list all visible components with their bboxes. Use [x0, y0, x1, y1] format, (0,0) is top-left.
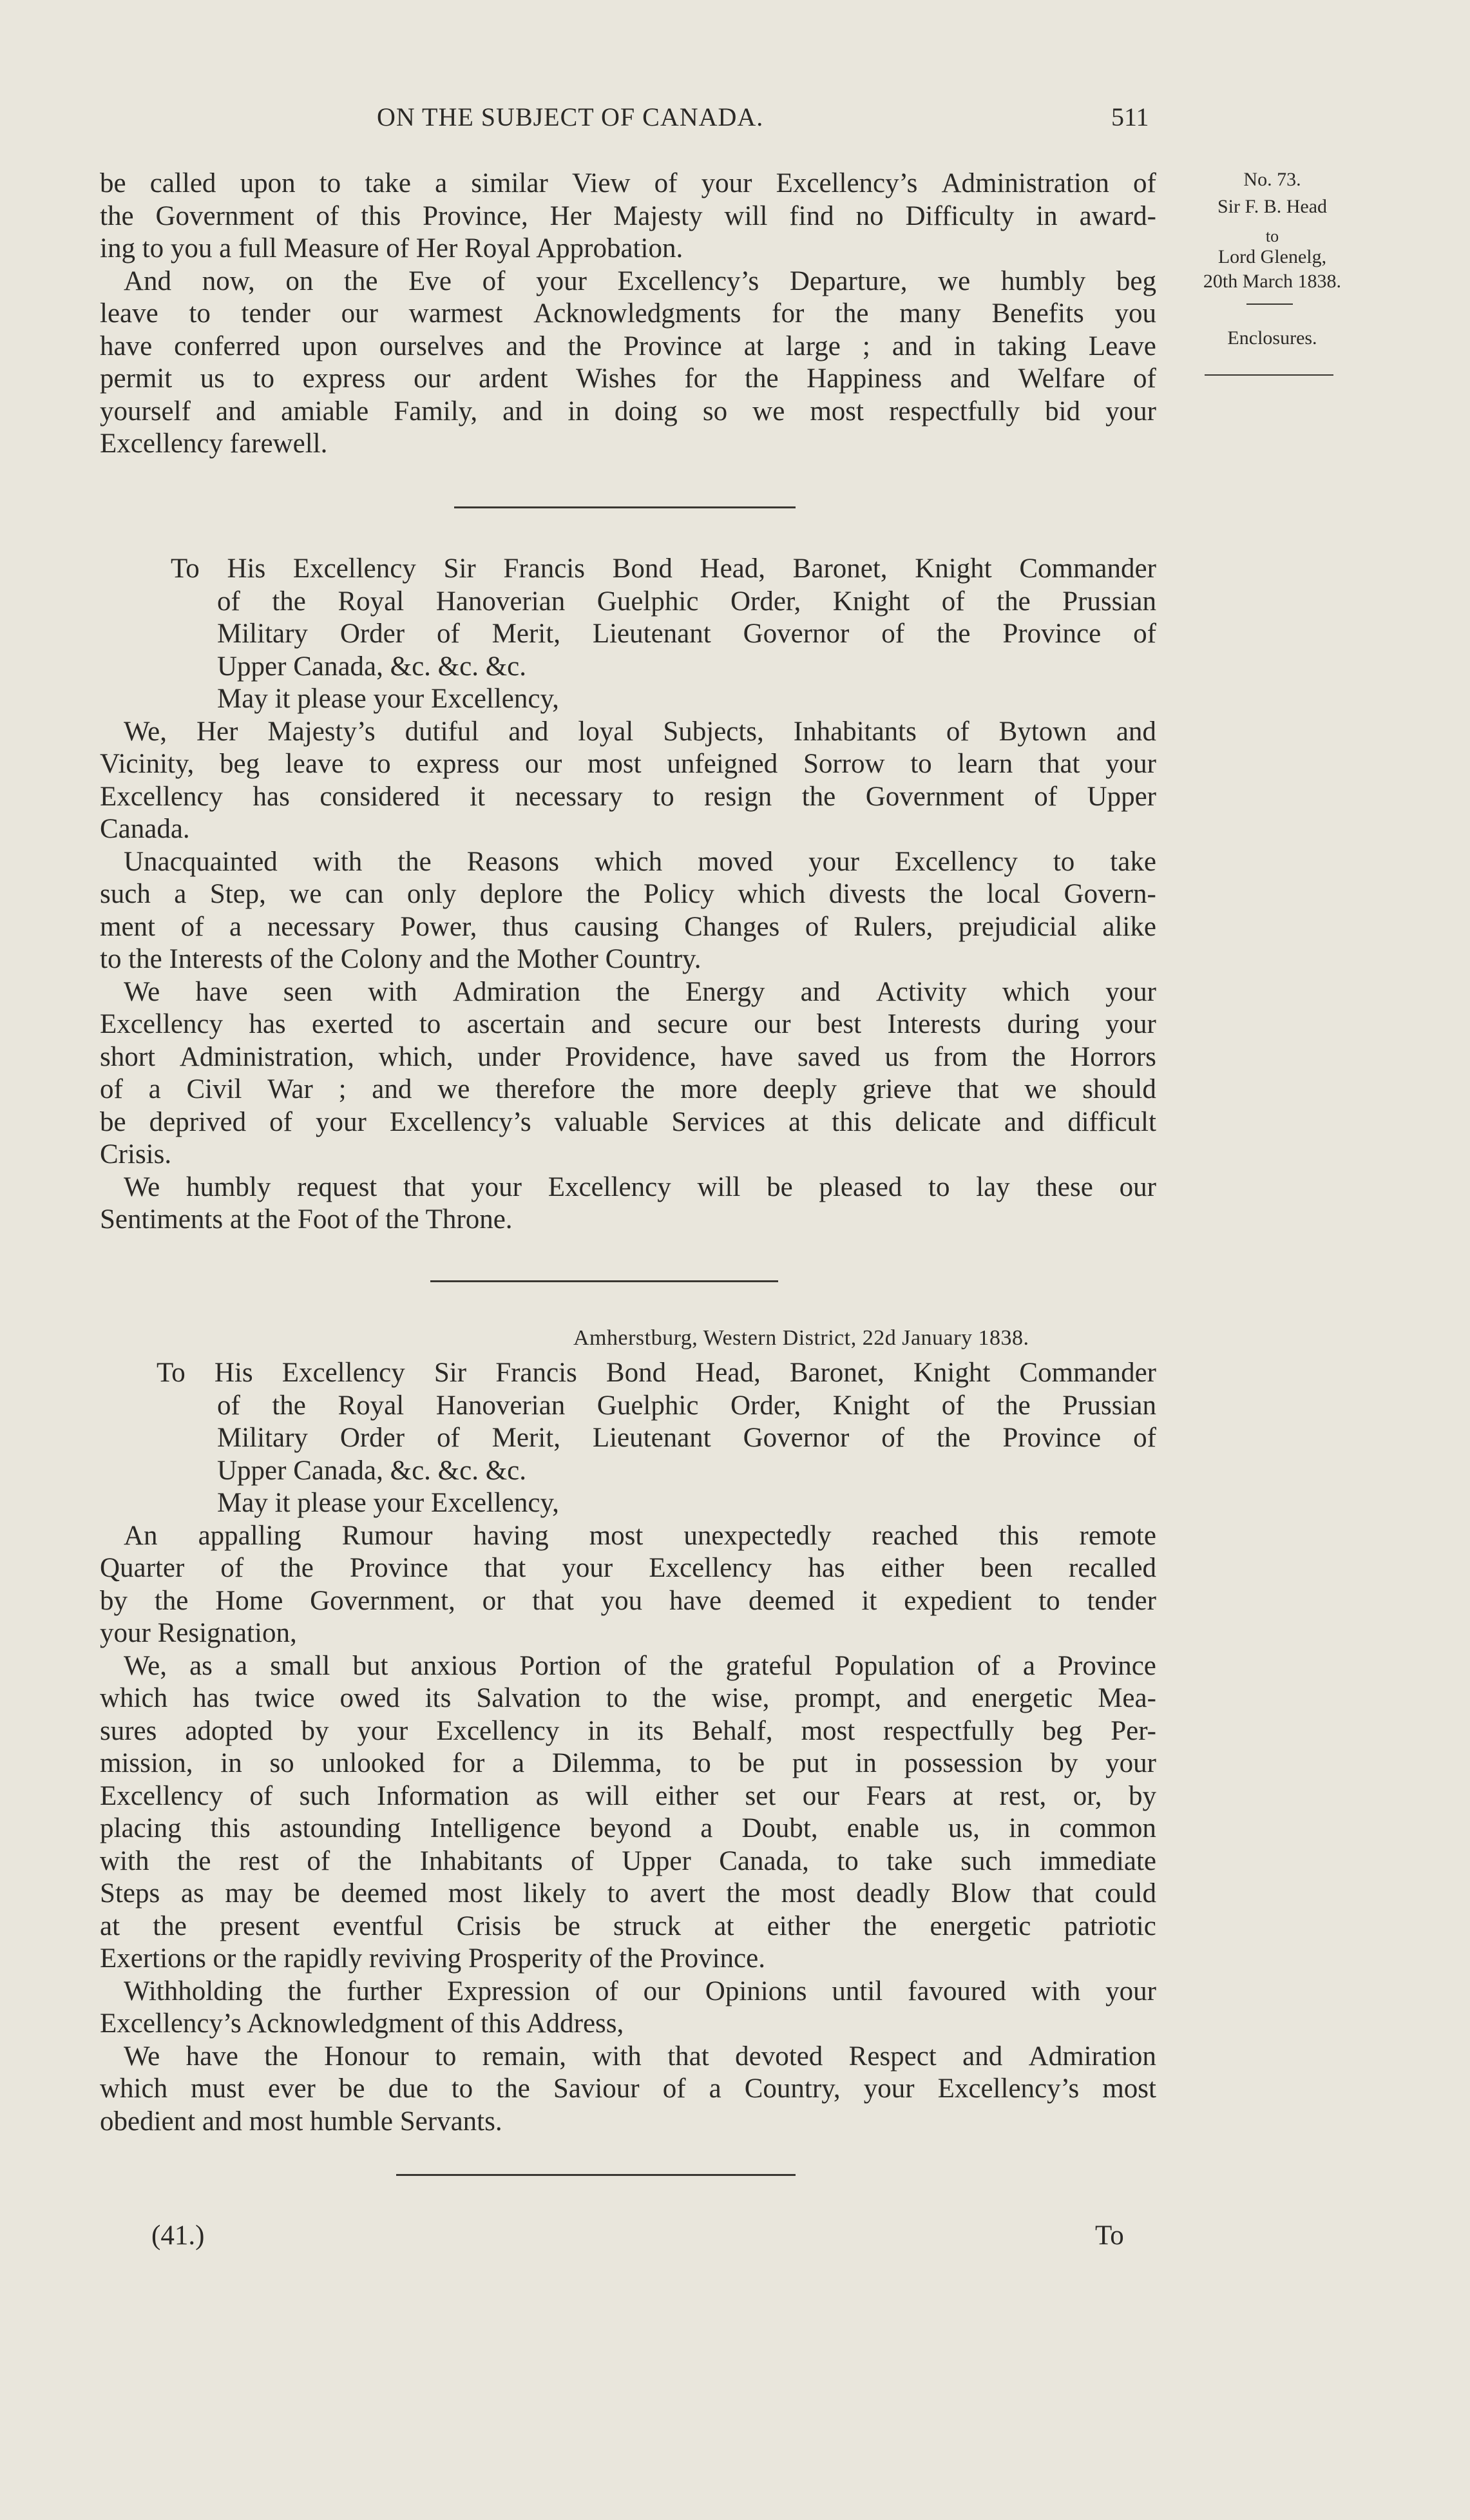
amherstburg-address: [100, 1357, 1156, 2138]
text-line: We have seen with Admiration the Energy and Activity which your: [124, 976, 1156, 1007]
text-line: And now, on the Eve of your Excellency’s Departure, we humbly beg: [124, 265, 1156, 296]
text-line: placing this astounding Intelligence beyond a Doubt, enable us, in common: [100, 1813, 1156, 1843]
margin-note-short-rule: [1246, 303, 1293, 305]
text-line: ing to you a full Measure of Her Royal Approbation.: [100, 233, 683, 264]
text-line: Unacquainted with the Reasons which moved your Excellency to take: [124, 846, 1156, 877]
text-line: of a Civil War ; and we therefore the more deeply grieve that we should: [100, 1074, 1156, 1104]
text-line: to the Interests of the Colony and the Mother Country.: [100, 944, 702, 974]
text-line: Excellency of such Information as will either set our Fears at rest, or, by: [100, 1780, 1156, 1811]
signature-mark: (41.): [151, 2220, 205, 2251]
text-line: have conferred upon ourselves and the Province at large ; and in taking Leave: [100, 331, 1156, 361]
text-line: yourself and amiable Family, and in doing so we most respectfully bid your: [100, 396, 1156, 427]
margin-note-rule: [1205, 374, 1333, 376]
text-line: be called upon to take a similar View of your Excellency’s Administration of: [100, 168, 1156, 198]
text-line: leave to tender our warmest Acknowledgments for the many Benefits you: [100, 298, 1156, 329]
address-heading-line: of the Royal Hanoverian Guelphic Order, Knight of the Prussian: [217, 586, 1156, 617]
margin-note-recipient: Lord Glenelg,: [1217, 246, 1327, 267]
text-line: be deprived of your Excellency’s valuable Services at this delicate and difficult: [100, 1106, 1156, 1137]
text-line: An appalling Rumour having most unexpectedly reached this remote: [124, 1520, 1156, 1551]
address-heading-line: To His Excellency Sir Francis Bond Head, Baronet, Knight Commander: [157, 1358, 1156, 1388]
text-line: Vicinity, beg leave to express our most unfeigned Sorrow to learn that your: [100, 749, 1156, 779]
address-heading-line: Upper Canada, &c. &c. &c.: [217, 651, 526, 682]
margin-note-date: 20th March 1838.: [1203, 271, 1342, 292]
text-line: We, Her Majesty’s dutiful and loyal Subjects, Inhabitants of Bytown and: [124, 716, 1156, 747]
address-continuation: [100, 168, 1156, 461]
text-line: Excellency farewell.: [100, 428, 328, 459]
text-line: the Government of this Province, Her Majesty will find no Difficulty in award-: [100, 200, 1156, 231]
text-line: Canada.: [100, 814, 190, 844]
margin-note-enclosures: Enclosures.: [1227, 327, 1317, 349]
text-line: We humbly request that your Excellency will be pleased to lay these our: [124, 1171, 1156, 1202]
text-line: Quarter of the Province that your Excellency has either been recalled: [100, 1553, 1156, 1583]
catchword: To: [1095, 2220, 1124, 2251]
text-line: short Administration, which, under Providence, have saved us from the Horrors: [100, 1041, 1156, 1072]
text-line: obedient and most humble Servants.: [100, 2106, 502, 2137]
address-heading-line: Upper Canada, &c. &c. &c.: [217, 1455, 526, 1486]
salutation: May it please your Excellency,: [217, 684, 559, 714]
text-line: ment of a necessary Power, thus causing Changes of Rulers, prejudicial alike: [100, 911, 1156, 942]
margin-note-to: to: [1265, 227, 1279, 245]
text-line: Crisis.: [100, 1139, 172, 1169]
text-line: by the Home Government, or that you have deemed it expedient to tender: [100, 1585, 1156, 1616]
text-line: We, as a small but anxious Portion of the grateful Population of a Province: [124, 1650, 1156, 1681]
running-title: ON THE SUBJECT OF CANADA.: [377, 102, 764, 131]
text-line: Withholding the further Expression of our Opinions until favoured with your: [124, 1976, 1156, 2006]
text-line: at the present eventful Crisis be struck at either the energetic patriotic: [100, 1910, 1156, 1941]
text-line: Sentiments at the Foot of the Throne.: [100, 1204, 513, 1235]
text-line: Excellency has exerted to ascertain and secure our best Interests during your: [100, 1009, 1156, 1039]
bytown-address: [100, 553, 1156, 1236]
margin-note-from: Sir F. B. Head: [1217, 196, 1328, 217]
page-number: 511: [1111, 102, 1149, 131]
section-divider: [454, 506, 796, 508]
salutation: May it please your Excellency,: [217, 1488, 559, 1518]
section-divider: [430, 1280, 778, 1282]
margin-note-number: No. 73.: [1243, 169, 1301, 190]
text-line: with the rest of the Inhabitants of Upper Canada, to take such immediate: [100, 1845, 1156, 1876]
text-line: which must ever be due to the Saviour of a Country, your Excellency’s most: [100, 2073, 1156, 2104]
text-line: Exertions or the rapidly reviving Prosperity of the Province.: [100, 1943, 765, 1974]
section-divider: [396, 2174, 796, 2176]
text-line: sures adopted by your Excellency in its Behalf, most respectfully beg Per-: [100, 1715, 1156, 1746]
text-line: We have the Honour to remain, with that devoted Respect and Admiration: [124, 2041, 1156, 2072]
text-line: Excellency has considered it necessary to resign the Government of Upper: [100, 781, 1156, 812]
address-heading-line: Military Order of Merit, Lieutenant Governor of the Province of: [217, 619, 1156, 649]
address-heading-line: of the Royal Hanoverian Guelphic Order, Knight of the Prussian: [217, 1390, 1156, 1421]
text-line: mission, in so unlooked for a Dilemma, to be put in possession by your: [100, 1748, 1156, 1778]
address-heading-line: To His Excellency Sir Francis Bond Head, Baronet, Knight Commander: [171, 553, 1156, 584]
text-line: which has twice owed its Salvation to the wise, prompt, and energetic Mea-: [100, 1683, 1156, 1713]
text-line: Excellency’s Acknowledgment of this Address,: [100, 2008, 624, 2039]
text-line: permit us to express our ardent Wishes for the Happiness and Welfare of: [100, 363, 1156, 394]
text-line: such a Step, we can only deplore the Policy which divests the local Govern-: [100, 879, 1156, 909]
dateline: Amherstburg, Western District, 22d January 1838.: [573, 1326, 1029, 1350]
text-line: your Resignation,: [100, 1618, 297, 1648]
text-line: Steps as may be deemed most likely to avert the most deadly Blow that could: [100, 1878, 1156, 1909]
address-heading-line: Military Order of Merit, Lieutenant Governor of the Province of: [217, 1423, 1156, 1453]
